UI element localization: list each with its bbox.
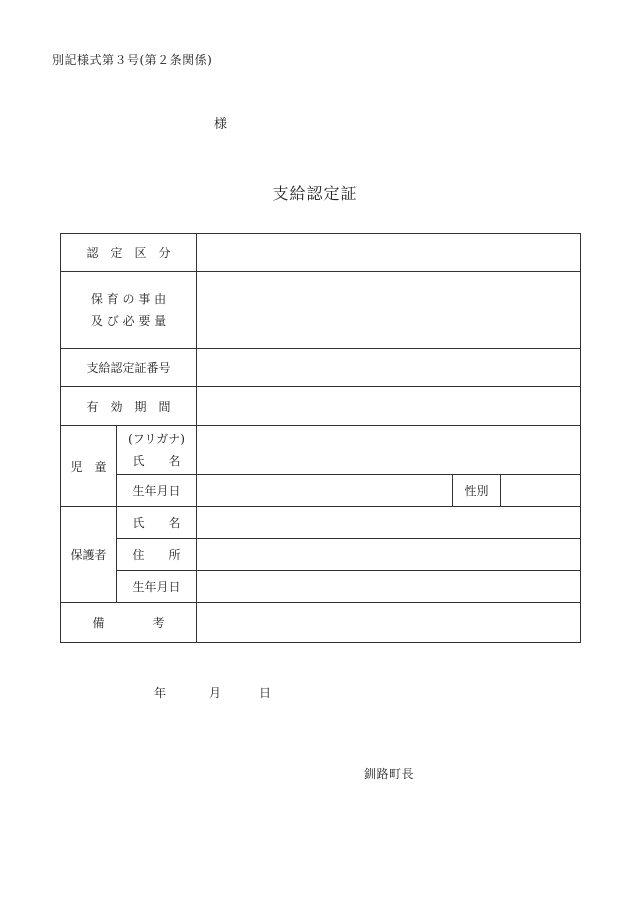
label-guardian-address: 住 所 bbox=[117, 539, 197, 571]
value-gender[interactable] bbox=[501, 475, 581, 507]
label-childcare-reason-line2: 及 び 必 要 量 bbox=[90, 314, 167, 328]
label-remarks: 備 考 bbox=[61, 603, 197, 643]
label-childcare-reason-line1: 保 育 の 事 由 bbox=[90, 292, 167, 306]
row-guardian-address bbox=[61, 539, 581, 571]
row-guardian-birthdate bbox=[61, 571, 581, 603]
row-childcare-reason bbox=[61, 272, 581, 349]
row-certificate-number bbox=[61, 349, 581, 387]
certificate-table bbox=[60, 233, 581, 643]
label-child-birthdate: 生年月日 bbox=[117, 475, 197, 507]
value-guardian-address[interactable] bbox=[197, 539, 581, 571]
label-childcare-reason bbox=[61, 272, 197, 349]
label-child-group: 児 童 bbox=[61, 426, 117, 507]
value-certificate-number[interactable] bbox=[197, 349, 581, 387]
value-guardian-birthdate[interactable] bbox=[197, 571, 581, 603]
label-guardian-name: 氏 名 bbox=[117, 507, 197, 539]
row-validity-period bbox=[61, 387, 581, 426]
date-month-label: 月 bbox=[209, 686, 222, 700]
date-day-label: 日 bbox=[259, 686, 272, 700]
date-year-label: 年 bbox=[154, 686, 167, 700]
label-gender: 性別 bbox=[453, 475, 501, 507]
issuer-name: 釧路町長 bbox=[364, 767, 415, 781]
label-certification-category: 認 定 区 分 bbox=[61, 234, 197, 272]
document-title: 支給認定証 bbox=[272, 184, 358, 203]
label-furigana: (フリガナ) bbox=[128, 432, 185, 446]
recipient-suffix: 様 bbox=[214, 117, 228, 132]
label-certificate-number: 支給認定証番号 bbox=[61, 349, 197, 387]
row-remarks bbox=[61, 603, 581, 643]
value-validity-period[interactable] bbox=[197, 387, 581, 426]
value-child-birthdate[interactable] bbox=[197, 475, 453, 507]
form-number: 別記様式第３号(第２条関係) bbox=[52, 53, 213, 67]
row-certification-category bbox=[61, 234, 581, 272]
label-guardian-birthdate: 生年月日 bbox=[117, 571, 197, 603]
value-remarks[interactable] bbox=[197, 603, 581, 643]
row-guardian-name bbox=[61, 507, 581, 539]
label-child-name-text: 氏 名 bbox=[132, 454, 181, 468]
row-child-name bbox=[61, 426, 581, 475]
value-childcare-reason[interactable] bbox=[197, 272, 581, 349]
row-child-birthdate bbox=[61, 475, 581, 507]
value-guardian-name[interactable] bbox=[197, 507, 581, 539]
value-certification-category[interactable] bbox=[197, 234, 581, 272]
value-child-name[interactable] bbox=[197, 426, 581, 475]
label-validity-period: 有 効 期 間 bbox=[61, 387, 197, 426]
label-child-name bbox=[117, 426, 197, 475]
label-guardian-group: 保護者 bbox=[61, 507, 117, 603]
